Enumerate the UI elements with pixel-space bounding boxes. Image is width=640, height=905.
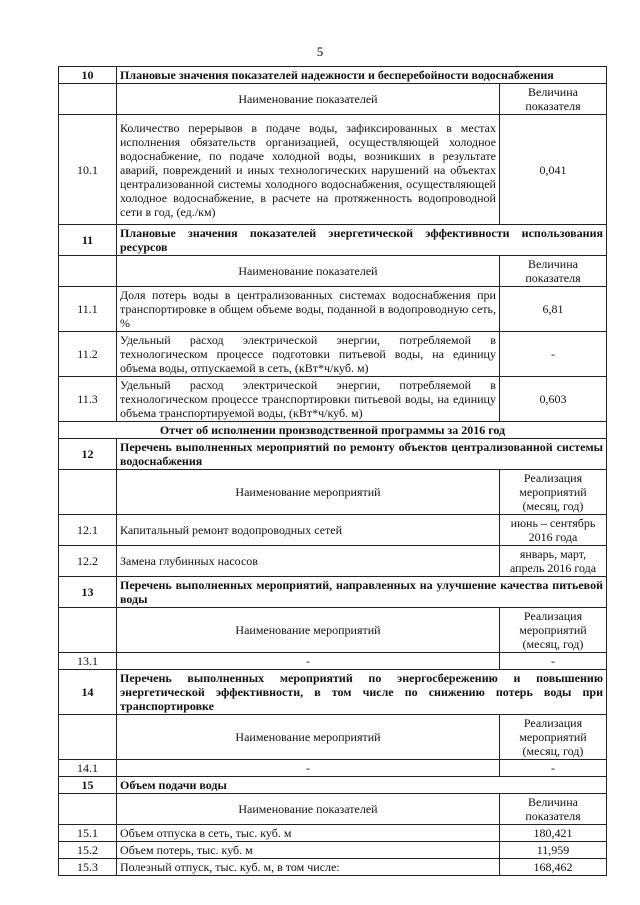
table-row — [59, 653, 607, 670]
column-header-name: Наименование мероприятий — [117, 608, 500, 653]
row-description: Количество перерывов в подаче воды, зафиксированных в местах исполнения обязательств организацией, осуществляющей холодное водоснабжение, по подаче холодной воды, возникших в результате аварий, повреждений и иных технологических нарушений на объектах централизованной системы холодного водоснабжения, осуществляющей холодное водоснабжение, в расчете на протяженность водопроводной сети в год, (ед./км) — [117, 115, 500, 225]
table-row — [59, 115, 607, 225]
row-number: 14.1 — [59, 760, 117, 777]
section-number: 14 — [59, 670, 117, 715]
section-15-header — [59, 777, 607, 794]
row-value: 168,462 — [499, 859, 606, 876]
section-title: Плановые значения показателей энергетической эффективности использования ресурсов — [117, 225, 607, 256]
row-description: - — [117, 653, 500, 670]
row-value: 0,041 — [499, 115, 606, 225]
column-header-row — [59, 84, 607, 115]
row-number: 15.1 — [59, 825, 117, 842]
row-value: - — [499, 653, 606, 670]
row-number: 15.2 — [59, 842, 117, 859]
empty-cell — [59, 256, 117, 287]
column-header-name: Наименование мероприятий — [117, 470, 500, 515]
column-header-value: Величина показателя — [499, 84, 606, 115]
row-value: 180,421 — [499, 825, 606, 842]
indicators-table — [58, 66, 607, 876]
row-number: 11.3 — [59, 377, 117, 422]
row-value: 6,81 — [499, 287, 606, 332]
row-description: Удельный расход электрической энергии, потребляемой в технологическом процессе подготовки питьевой воды, на единицу объема воды, отпускаемой в сеть, (кВт*ч/куб. м) — [117, 332, 500, 377]
section-number: 13 — [59, 577, 117, 608]
column-header-value: Реализация мероприятий (месяц, год) — [499, 470, 606, 515]
section-title: Перечень выполненных мероприятий, направленных на улучшение качества питьевой воды — [117, 577, 607, 608]
row-value: - — [499, 760, 606, 777]
row-number: 11.2 — [59, 332, 117, 377]
section-10-header — [59, 67, 607, 84]
section-title: Перечень выполненных мероприятий по энергосбережению и повышению энергетической эффективности, в том числе по снижению потерь воды при транспортировке — [117, 670, 607, 715]
empty-cell — [59, 470, 117, 515]
empty-cell — [59, 794, 117, 825]
row-description: Полезный отпуск, тыс. куб. м, в том числе: — [117, 859, 500, 876]
column-header-row — [59, 715, 607, 760]
section-12-header — [59, 439, 607, 470]
column-header-name: Наименование мероприятий — [117, 715, 500, 760]
table-row — [59, 287, 607, 332]
column-header-row — [59, 470, 607, 515]
row-value: 11,959 — [499, 842, 606, 859]
row-description: - — [117, 760, 500, 777]
row-description: Объем отпуска в сеть, тыс. куб. м — [117, 825, 500, 842]
table-row — [59, 842, 607, 859]
section-title: Перечень выполненных мероприятий по ремонту объектов централизованной системы водоснабжения — [117, 439, 607, 470]
section-number: 15 — [59, 777, 117, 794]
section-number: 10 — [59, 67, 117, 84]
column-header-name: Наименование показателей — [117, 794, 500, 825]
column-header-name: Наименование показателей — [117, 256, 500, 287]
section-13-header — [59, 577, 607, 608]
row-number: 10.1 — [59, 115, 117, 225]
section-title: Плановые значения показателей надежности и бесперебойности водоснабжения — [117, 67, 607, 84]
row-description: Объем потерь, тыс. куб. м — [117, 842, 500, 859]
row-description: Доля потерь воды в централизованных системах водоснабжения при транспортировке в общем объеме воды, поданной в водопроводную сеть, % — [117, 287, 500, 332]
empty-cell — [59, 715, 117, 760]
table-row — [59, 859, 607, 876]
section-number: 12 — [59, 439, 117, 470]
table-row — [59, 760, 607, 777]
table-row — [59, 515, 607, 546]
column-header-value: Реализация мероприятий (месяц, год) — [499, 608, 606, 653]
row-number: 12.1 — [59, 515, 117, 546]
column-header-row — [59, 794, 607, 825]
table-row — [59, 546, 607, 577]
row-number: 15.3 — [59, 859, 117, 876]
table-row — [59, 377, 607, 422]
column-header-value: Величина показателя — [499, 256, 606, 287]
page-number: 5 — [316, 44, 324, 59]
row-description: Капитальный ремонт водопроводных сетей — [117, 515, 500, 546]
empty-cell — [59, 608, 117, 653]
report-heading: Отчет об исполнении производственной программы за 2016 год — [59, 422, 607, 439]
column-header-row — [59, 608, 607, 653]
column-header-name: Наименование показателей — [117, 84, 500, 115]
column-header-value: Реализация мероприятий (месяц, год) — [499, 715, 606, 760]
row-value: июнь – сентябрь 2016 года — [499, 515, 606, 546]
row-value: - — [499, 332, 606, 377]
table-row — [59, 825, 607, 842]
table-row — [59, 332, 607, 377]
section-14-header — [59, 670, 607, 715]
section-11-header — [59, 225, 607, 256]
column-header-row — [59, 256, 607, 287]
section-title: Объем подачи воды — [117, 777, 607, 794]
row-number: 13.1 — [59, 653, 117, 670]
empty-cell — [59, 84, 117, 115]
row-value: январь, март, апрель 2016 года — [499, 546, 606, 577]
column-header-value: Величина показателя — [499, 794, 606, 825]
row-number: 11.1 — [59, 287, 117, 332]
row-description: Удельный расход электрической энергии, потребляемой в технологическом процессе транспортировки питьевой воды, на единицу объема транспортируемой воды, (кВт*ч/куб. м) — [117, 377, 500, 422]
row-description: Замена глубинных насосов — [117, 546, 500, 577]
row-number: 12.2 — [59, 546, 117, 577]
report-heading-row — [59, 422, 607, 439]
row-value: 0,603 — [499, 377, 606, 422]
section-number: 11 — [59, 225, 117, 256]
